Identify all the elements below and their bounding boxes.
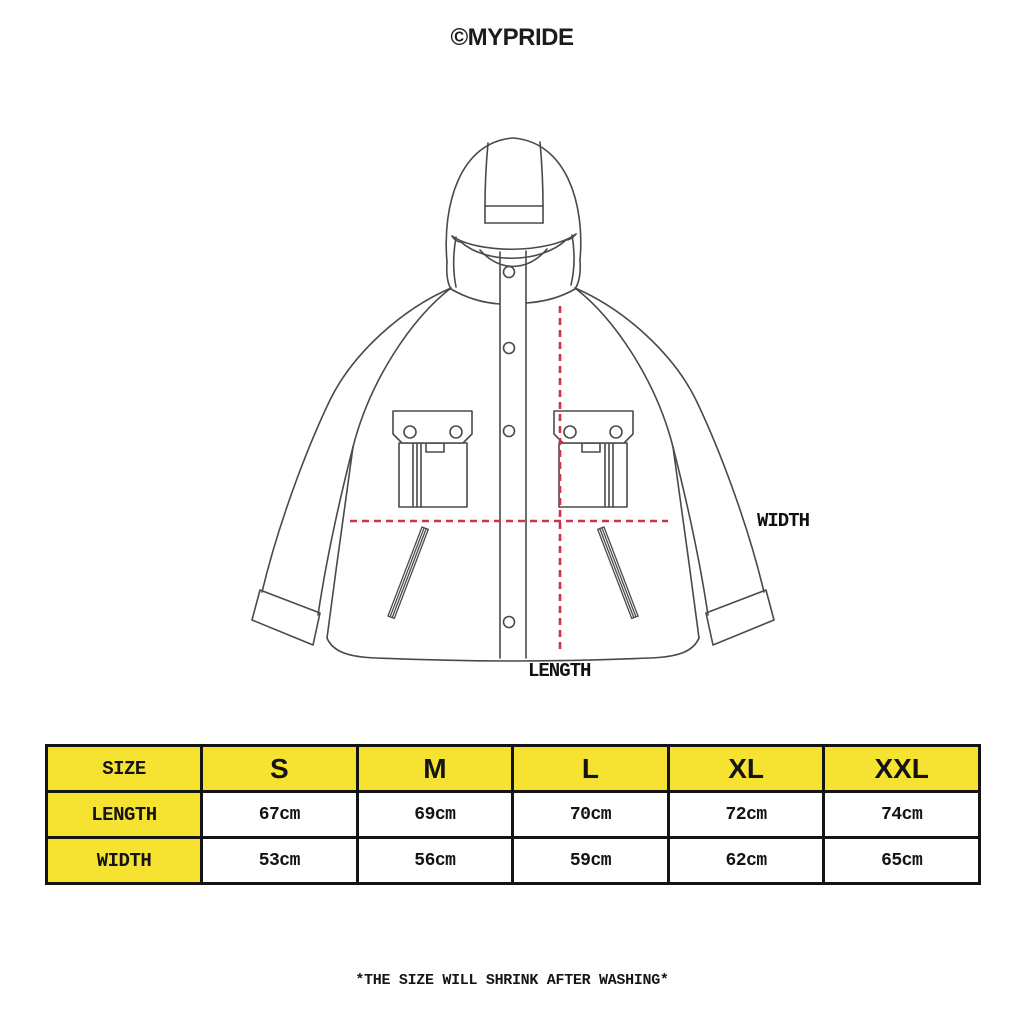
footer-note: *THE SIZE WILL SHRINK AFTER WASHING* bbox=[355, 972, 669, 989]
size-col-xxl: XXL bbox=[824, 746, 980, 792]
chest-pocket-right bbox=[554, 411, 633, 507]
size-col-s: S bbox=[202, 746, 358, 792]
chest-pocket-left bbox=[393, 411, 472, 507]
value-cell: 53cm bbox=[202, 838, 358, 884]
size-table bbox=[45, 744, 981, 885]
width-label: WIDTH bbox=[757, 510, 810, 532]
size-col-l: L bbox=[513, 746, 669, 792]
value-cell: 70cm bbox=[513, 792, 669, 838]
value-cell: 69cm bbox=[357, 792, 513, 838]
table-row-width bbox=[47, 838, 980, 884]
value-cell: 65cm bbox=[824, 838, 980, 884]
snap-button bbox=[504, 426, 515, 437]
welt-pocket-left bbox=[388, 527, 428, 618]
value-cell: 67cm bbox=[202, 792, 358, 838]
value-cell: 62cm bbox=[668, 838, 824, 884]
snap-button bbox=[404, 426, 416, 438]
snap-button bbox=[564, 426, 576, 438]
length-label: LENGTH bbox=[528, 660, 591, 682]
row-label-cell: WIDTH bbox=[47, 838, 202, 884]
snap-button bbox=[504, 267, 515, 278]
snap-button bbox=[610, 426, 622, 438]
value-cell: 72cm bbox=[668, 792, 824, 838]
snap-button bbox=[450, 426, 462, 438]
row-label-cell: LENGTH bbox=[47, 792, 202, 838]
collar-placket bbox=[451, 251, 575, 658]
cuff-right bbox=[706, 590, 774, 645]
value-cell: 59cm bbox=[513, 838, 669, 884]
snap-button bbox=[504, 617, 515, 628]
table-row-length bbox=[47, 792, 980, 838]
hood bbox=[446, 138, 581, 289]
size-col-xl: XL bbox=[668, 746, 824, 792]
value-cell: 56cm bbox=[357, 838, 513, 884]
cuff-left bbox=[252, 590, 320, 645]
body bbox=[327, 447, 699, 661]
value-cell: 74cm bbox=[824, 792, 980, 838]
welt-pocket-right bbox=[598, 527, 638, 618]
snap-button bbox=[504, 343, 515, 354]
table-header-row bbox=[47, 746, 980, 792]
size-col-m: M bbox=[357, 746, 513, 792]
brand-logo: ©MYPRIDE bbox=[450, 24, 574, 51]
size-corner-cell: SIZE bbox=[47, 746, 202, 792]
